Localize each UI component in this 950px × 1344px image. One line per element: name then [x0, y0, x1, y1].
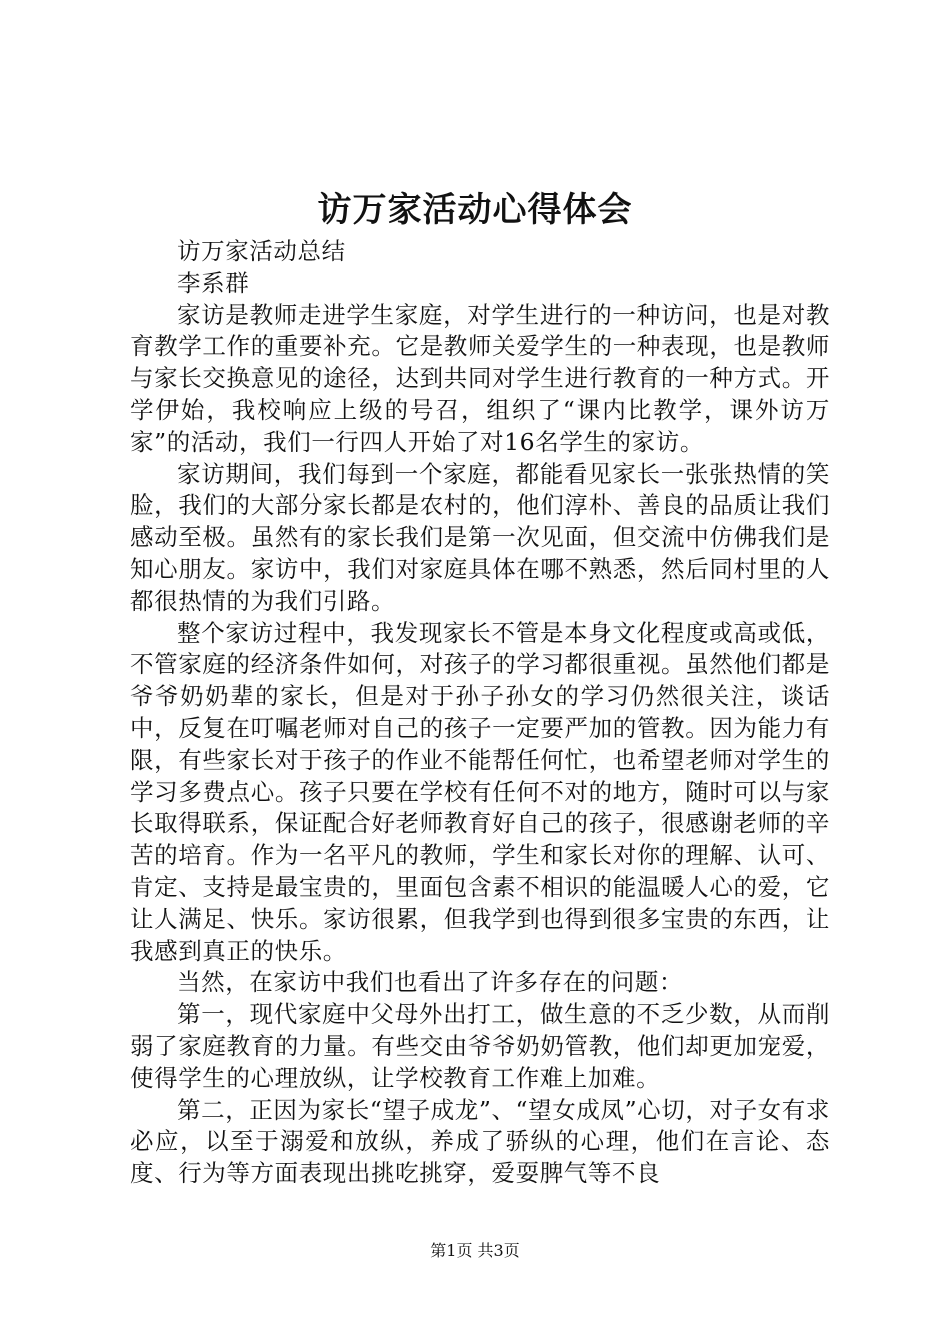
document-title: 访万家活动心得体会	[317, 190, 633, 230]
page-number-footer: 第1页 共3页	[430, 1241, 520, 1260]
subtitle-paragraph: 访万家活动总结	[177, 237, 346, 265]
author-paragraph: 李系群	[177, 268, 250, 297]
document-body	[130, 236, 830, 1190]
body-paragraph: 整个家访过程中，我发现家长不管是本身文化程度或高或低，不管家庭的经济条件如何，对孩子的学习都很重视。虽然他们都是爷爷奶奶辈的家长，但是对于孙子孙女的学习仍然很关注，谈话中，反复在叮嘱老师对自己的孩子一定要严加的管教。因为能力有限，有些家长对于孩子的作业不能帮任何忙，也希望老师对学生的学习多费点心。孩子只要在学校有任何不对的地方，随时可以与家长取得联系，保证配合好老师教育好自己的孩子，很感谢老师的辛苦的培育。作为一名平凡的教师，学生和家长对你的理解、认可、肯定、支持是最宝贵的，里面包含素不相识的能温暖人心的爱，它让人满足、快乐。家访很累，但我学到也得到很多宝贵的东西，让我感到真正的快乐。	[130, 618, 830, 965]
body-paragraph: 第二，正因为家长“望子成龙”、“望女成凤”心切，对子女有求必应，以至于溺爱和放纵，养成了骄纵的心理，他们在言论、态度、行为等方面表现出挑吃挑穿，爱耍脾气等不良	[130, 1095, 830, 1188]
body-paragraph: 家访期间，我们每到一个家庭，都能看见家长一张张热情的笑脸，我们的大部分家长都是农村的，他们淳朴、善良的品质让我们感动至极。虽然有的家长我们是第一次见面，但交流中仿佛我们是知心朋友。家访中，我们对家庭具体在哪不熟悉，然后同村里的人都很热情的为我们引路。	[130, 459, 830, 615]
body-paragraph: 第一，现代家庭中父母外出打工，做生意的不乏少数，从而削弱了家庭教育的力量。有些交由爷爷奶奶管教，他们却更加宠爱，使得学生的心理放纵，让学校教育工作难上加难。	[130, 1000, 830, 1092]
body-paragraph: 当然，在家访中我们也看出了许多存在的问题：	[177, 968, 684, 997]
body-paragraph: 家访是教师走进学生家庭，对学生进行的一种访问，也是对教育教学工作的重要补充。它是教师关爱学生的一种表现，也是教师与家长交换意见的途径，达到共同对学生进行教育的一种方式。开学伊始，我校响应上级的号召，组织了“课内比教学，课外访万家”的活动，我们一行四人开始了对16名学生的家访。	[130, 300, 830, 456]
